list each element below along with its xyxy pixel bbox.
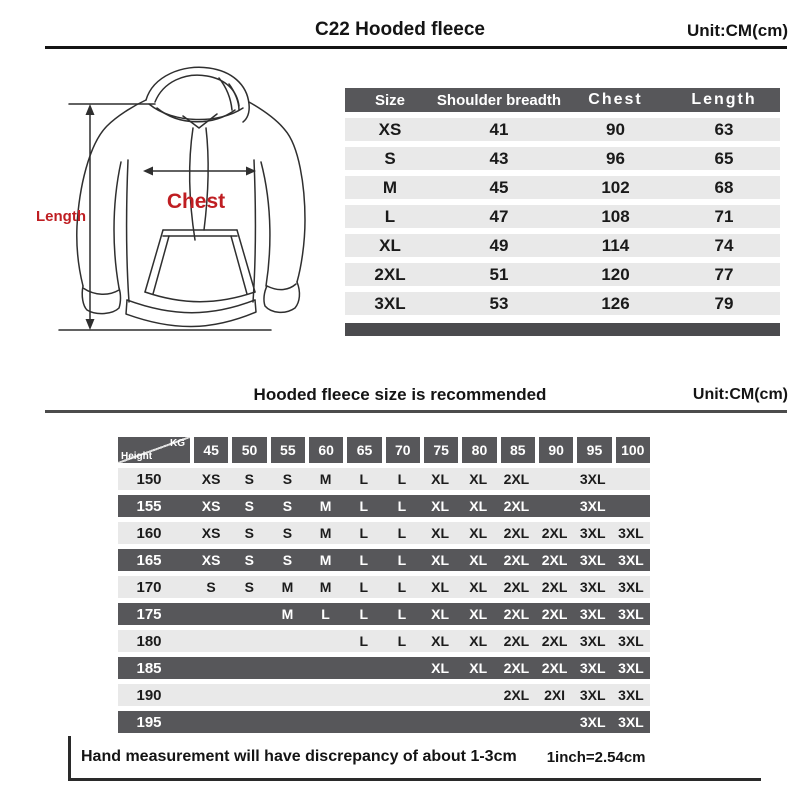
size-cell: 3XL xyxy=(374,293,406,313)
weight-col: 75 xyxy=(424,437,458,463)
matrix-row xyxy=(118,657,650,679)
size-cell: 3XL xyxy=(579,633,606,649)
size-cell: 2XL xyxy=(541,633,568,649)
matrix-row xyxy=(118,468,650,490)
size-cell: XL xyxy=(431,660,450,676)
matrix-row xyxy=(118,684,650,706)
chest-cell: 102 xyxy=(601,177,630,197)
size-cell: 2XL xyxy=(503,471,530,487)
size-cell: 2XL xyxy=(503,525,530,541)
col-length: Length xyxy=(691,91,757,108)
unit-label: Unit:CM(cm) xyxy=(686,21,788,40)
size-cell: L xyxy=(384,206,396,226)
size-cell: XL xyxy=(469,498,488,514)
size-cell: S xyxy=(282,525,293,541)
weight-col: 95 xyxy=(577,437,611,463)
size-cell: 2XL xyxy=(541,552,568,568)
length-cell: 68 xyxy=(714,177,734,197)
size-cell: 3XL xyxy=(579,714,606,730)
height-label: 180 xyxy=(136,632,162,650)
matrix-row xyxy=(118,711,650,733)
size-cell: 3XL xyxy=(618,687,644,703)
size-cell: XL xyxy=(431,606,450,622)
size-cell: L xyxy=(359,552,369,568)
divider xyxy=(45,410,787,413)
matrix-row xyxy=(118,549,650,571)
size-cell: L xyxy=(397,498,407,514)
size-cell: 3XL xyxy=(618,606,644,622)
shoulder-cell: 43 xyxy=(489,148,509,168)
size-cell: 3XL xyxy=(618,633,644,649)
size-cell: L xyxy=(397,633,407,649)
size-cell: 3XL xyxy=(618,660,644,676)
size-cell: M xyxy=(319,525,332,541)
size-cell: L xyxy=(359,471,369,487)
size-cell: XS xyxy=(201,552,221,568)
size-cell: M xyxy=(382,177,398,197)
size-cell: 2XL xyxy=(503,687,530,703)
size-cell: XS xyxy=(201,471,221,487)
table-row xyxy=(345,147,780,170)
size-cell: 3XL xyxy=(618,525,644,541)
size-cell: XL xyxy=(469,579,488,595)
size-cell: L xyxy=(321,606,330,622)
size-table xyxy=(345,88,780,336)
size-cell: 2XL xyxy=(541,579,568,595)
size-cell: XL xyxy=(469,471,488,487)
weight-col: 80 xyxy=(462,437,496,463)
size-cell: L xyxy=(359,525,369,541)
size-cell: S xyxy=(244,498,254,514)
unit-label: Unit:CM(cm) xyxy=(692,386,788,403)
shoulder-cell: 53 xyxy=(489,293,509,313)
matrix-row xyxy=(118,576,650,598)
kg-label: KG xyxy=(170,438,185,449)
length-cell: 63 xyxy=(714,119,734,139)
size-cell: L xyxy=(397,471,407,487)
length-cell: 77 xyxy=(714,264,734,284)
chest-cell: 90 xyxy=(606,119,625,139)
size-cell: 2XL xyxy=(503,633,530,649)
size-cell: 2XL xyxy=(503,606,530,622)
size-cell: XL xyxy=(431,579,450,595)
height-label: 190 xyxy=(136,686,162,704)
size-cell: 3XL xyxy=(618,552,644,568)
length-cell: 71 xyxy=(714,206,734,226)
weight-col: 85 xyxy=(501,437,535,463)
table-row xyxy=(345,292,780,315)
size-cell: S xyxy=(244,579,254,595)
hoodie-line-art xyxy=(33,58,343,348)
matrix-row xyxy=(118,603,650,625)
size-cell: M xyxy=(319,579,332,595)
chest-label: Chest xyxy=(166,190,226,213)
size-cell: 3XL xyxy=(579,687,606,703)
size-cell: 2XL xyxy=(503,579,530,595)
size-cell: M xyxy=(319,552,332,568)
height-label: 160 xyxy=(136,524,162,542)
size-cell: 3XL xyxy=(579,498,606,514)
height-label: 185 xyxy=(136,659,162,677)
size-cell: 2XL xyxy=(374,264,406,284)
weight-col: 45 xyxy=(194,437,228,463)
chest-cell: 96 xyxy=(606,148,625,168)
size-cell: 3XL xyxy=(579,660,606,676)
size-cell: XL xyxy=(431,552,450,568)
size-cell: 3XL xyxy=(618,579,644,595)
footer-note-box xyxy=(68,736,761,781)
size-cell: 2XL xyxy=(541,660,568,676)
height-label: 155 xyxy=(136,497,162,515)
size-cell: L xyxy=(359,498,369,514)
weight-col: 90 xyxy=(539,437,573,463)
height-header-label: Height xyxy=(121,451,153,462)
shoulder-cell: 47 xyxy=(489,206,509,226)
weight-col: 70 xyxy=(386,437,420,463)
fit-matrix xyxy=(118,437,650,733)
arrowheads xyxy=(86,104,257,330)
size-cell: XL xyxy=(469,660,488,676)
size-cell: S xyxy=(244,552,254,568)
size-table-header xyxy=(345,88,780,112)
col-size: Size xyxy=(374,91,405,109)
table-row xyxy=(345,205,780,228)
shoulder-cell: 45 xyxy=(489,177,509,197)
shoulder-cell: 49 xyxy=(489,235,509,255)
size-cell: XS xyxy=(378,119,402,139)
size-cell: S xyxy=(282,498,293,514)
table-row xyxy=(345,234,780,257)
section-title: Hooded fleece size is recommended xyxy=(253,385,547,404)
measurement-note: Hand measurement will have discrepancy of about 1-3cm xyxy=(81,748,517,765)
size-cell: XL xyxy=(469,606,488,622)
height-label: 195 xyxy=(136,713,162,731)
size-cell: L xyxy=(397,606,407,622)
chest-cell: 114 xyxy=(601,235,630,255)
size-cell: 3XL xyxy=(579,579,606,595)
weight-col: 55 xyxy=(271,437,305,463)
size-cell: 2XL xyxy=(503,660,530,676)
length-cell: 65 xyxy=(714,148,734,168)
size-cell: 3XL xyxy=(579,471,606,487)
inch-conversion: 1inch=2.54cm xyxy=(546,748,646,766)
size-cell: 3XL xyxy=(579,552,606,568)
size-cell: XL xyxy=(431,633,450,649)
size-cell: M xyxy=(319,498,332,514)
height-label: 175 xyxy=(136,605,162,623)
size-cell: XL xyxy=(379,235,401,255)
size-cell: S xyxy=(244,471,254,487)
matrix-row xyxy=(118,495,650,517)
size-cell: L xyxy=(359,633,369,649)
height-label: 150 xyxy=(136,470,162,488)
length-cell: 74 xyxy=(714,235,734,255)
size-cell: S xyxy=(206,579,216,595)
table-row xyxy=(345,263,780,286)
table-row xyxy=(345,118,780,141)
corner-cell xyxy=(118,437,190,463)
size-cell: XL xyxy=(469,633,488,649)
page-title: C22 Hooded fleece xyxy=(315,19,485,40)
size-cell: 2XL xyxy=(541,606,568,622)
size-cell: M xyxy=(281,579,294,595)
matrix-row xyxy=(118,630,650,652)
length-cell: 79 xyxy=(714,293,734,313)
chest-cell: 126 xyxy=(601,293,630,313)
size-cell: 2XL xyxy=(503,552,530,568)
size-cell: L xyxy=(397,579,407,595)
size-cell: 3XL xyxy=(579,525,606,541)
size-cell: L xyxy=(397,525,407,541)
height-label: 165 xyxy=(136,551,162,569)
table-bottom-bar xyxy=(345,323,780,336)
size-cell: S xyxy=(244,525,254,541)
size-cell: 2XI xyxy=(544,687,566,703)
size-cell: XL xyxy=(469,525,488,541)
size-cell: S xyxy=(384,148,396,168)
chest-cell: 120 xyxy=(601,264,630,284)
weight-col: 100 xyxy=(616,437,650,463)
weight-col: 50 xyxy=(232,437,266,463)
weight-col: 60 xyxy=(309,437,343,463)
size-cell: XL xyxy=(431,471,450,487)
height-label: 170 xyxy=(136,578,162,596)
divider xyxy=(45,46,787,49)
shoulder-cell: 41 xyxy=(489,119,509,139)
matrix-header xyxy=(118,437,650,463)
chest-cell: 108 xyxy=(601,206,630,226)
size-cell: M xyxy=(319,471,332,487)
size-cell: XL xyxy=(431,498,450,514)
size-cell: XS xyxy=(201,525,221,541)
size-cell: 3XL xyxy=(618,714,644,730)
shoulder-cell: 51 xyxy=(489,264,509,284)
weight-col: 65 xyxy=(347,437,381,463)
col-shoulder: Shoulder breadth xyxy=(436,91,562,109)
size-cell: L xyxy=(359,579,369,595)
size-cell: XL xyxy=(469,552,488,568)
size-cell: S xyxy=(282,552,293,568)
size-cell: 2XL xyxy=(541,525,568,541)
hoodie-diagram xyxy=(33,58,343,353)
size-cell: XS xyxy=(201,498,221,514)
size-cell: L xyxy=(397,552,407,568)
col-chest: Chest xyxy=(588,91,643,108)
size-cell: M xyxy=(281,606,294,622)
size-cell: S xyxy=(282,471,293,487)
matrix-row xyxy=(118,522,650,544)
size-cell: L xyxy=(359,606,369,622)
size-cell: 2XL xyxy=(503,498,530,514)
table-row xyxy=(345,176,780,199)
size-cell: 3XL xyxy=(579,606,606,622)
length-label: Length xyxy=(36,208,86,225)
size-cell: XL xyxy=(431,525,450,541)
